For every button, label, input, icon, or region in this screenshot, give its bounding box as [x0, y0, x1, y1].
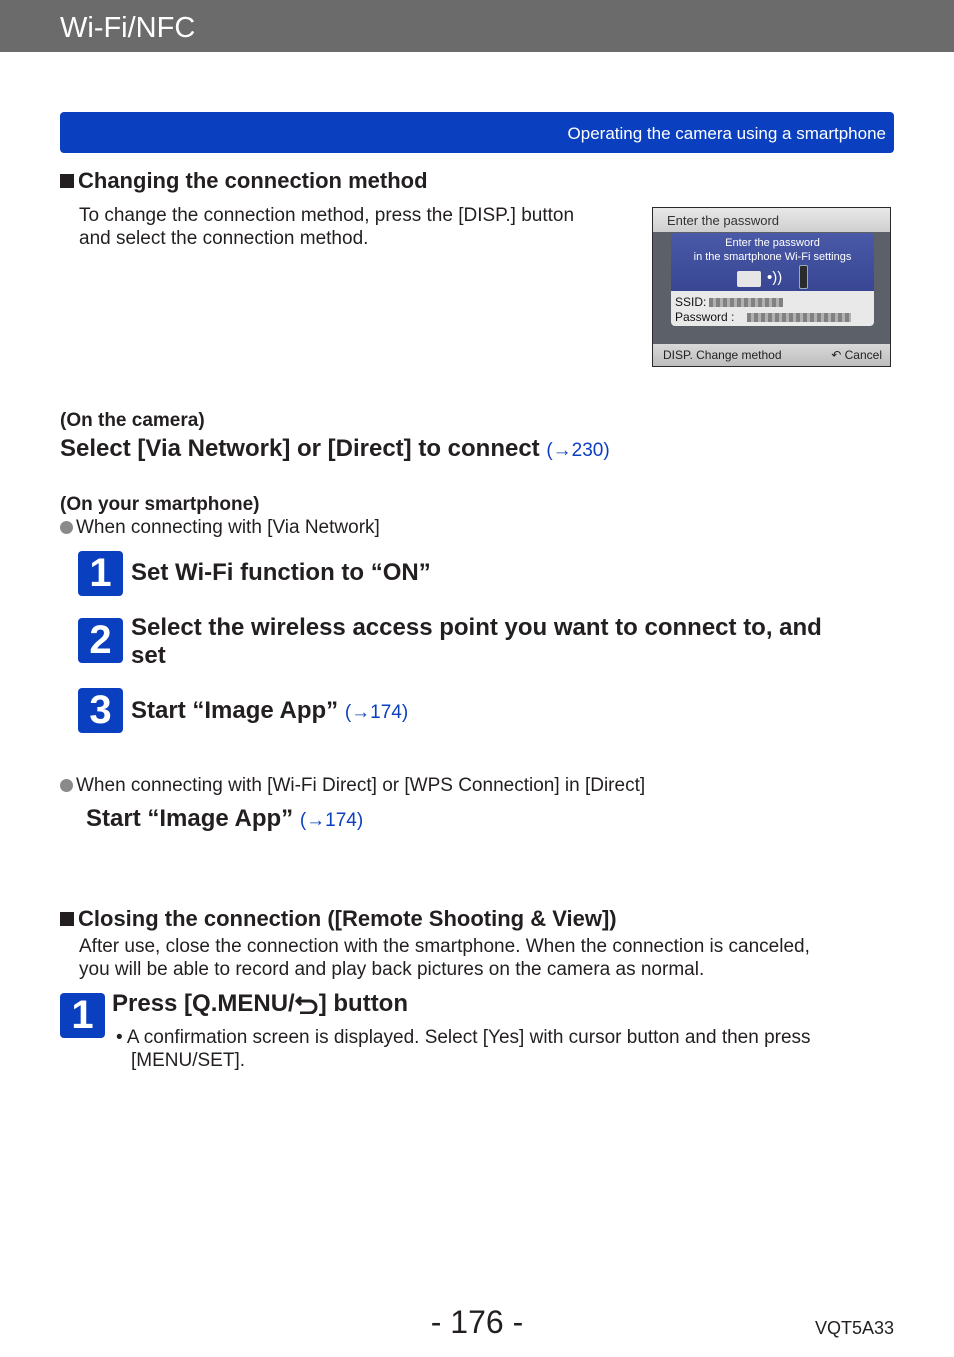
camera-screen-bottombar — [653, 344, 890, 366]
changing-heading: Changing the connection method — [60, 168, 428, 194]
bullet-dot-icon — [60, 779, 73, 792]
wifi-direct-bullet: When connecting with [Wi-Fi Direct] or [WPS Connection] in [Direct] — [60, 775, 645, 797]
camera-screen-titlebar — [653, 208, 890, 232]
ssid-value-blurred — [709, 298, 783, 307]
change-method-hint: DISP. Change method — [663, 348, 782, 362]
camera-screen-panel — [671, 233, 874, 326]
camera-screen-title: Enter the password — [667, 213, 780, 228]
on-camera-label: (On the camera) — [60, 410, 205, 431]
cancel-hint: ↶ Cancel — [831, 348, 882, 362]
closing-heading: Closing the connection ([Remote Shooting & View]) — [60, 906, 617, 932]
chapter-title: Wi-Fi/NFC — [60, 12, 196, 44]
return-arrow-icon — [295, 992, 319, 1014]
camera-panel-line1: Enter the password — [725, 237, 820, 249]
header-bar — [0, 0, 954, 52]
step-text: Start “Image App” (→174) — [131, 697, 409, 724]
direct-step-text: Start “Image App” (→174) — [86, 805, 364, 832]
closing-body: After use, close the connection with the smartphone. When the connection is canceled, you will be able to record and play back pictures on the camera as normal. — [79, 936, 810, 980]
return-icon: ↶ — [831, 348, 845, 362]
bullet-dot-icon — [60, 521, 73, 534]
step-number-badge: 1 — [78, 551, 123, 596]
page-reference-link[interactable]: (→174) — [299, 810, 364, 831]
page-reference-link[interactable]: (→230) — [546, 440, 610, 461]
document-code: VQT5A33 — [814, 1318, 894, 1338]
step-text: Set Wi-Fi function to “ON” — [131, 559, 431, 586]
camera-credentials — [671, 291, 874, 326]
closing-step-text: Press [Q.MENU/ ] button — [112, 990, 409, 1017]
page-reference-link[interactable]: (→174) — [344, 702, 409, 723]
wireless-signal-icon: •)) — [767, 269, 783, 286]
changing-body: To change the connection method, press the [DISP.] button and select the connection method. — [79, 205, 575, 249]
camera-screen-illustration — [652, 207, 891, 367]
step-number-badge: 3 — [78, 688, 123, 733]
step-number-badge: 1 — [60, 993, 105, 1038]
closing-step-note: • A confirmation screen is displayed. Select [Yes] with cursor button and then press [MENU/SET]. — [116, 1027, 811, 1071]
password-label: Password : — [675, 310, 735, 324]
camera-panel-line2: in the smartphone Wi-Fi settings — [693, 251, 852, 263]
password-value-blurred — [747, 313, 851, 322]
page-number: - 176 - — [430, 1304, 524, 1340]
on-camera-heading: Select [Via Network] or [Direct] to connect (→230) — [60, 435, 610, 462]
square-bullet-icon — [60, 174, 74, 188]
section-banner — [60, 112, 894, 153]
square-bullet-icon — [60, 912, 74, 926]
step-text: Select the wireless access point you want to connect to, and set — [131, 614, 822, 669]
camera-icon — [737, 271, 761, 287]
step-number-badge: 2 — [78, 618, 123, 663]
section-title: Operating the camera using a smartphone — [567, 124, 886, 143]
ssid-label: SSID: — [675, 295, 707, 309]
smartphone-icon — [799, 265, 808, 289]
on-smartphone-label: (On your smartphone) — [60, 494, 260, 515]
via-network-bullet: When connecting with [Via Network] — [60, 517, 380, 539]
connection-icons — [737, 269, 817, 291]
